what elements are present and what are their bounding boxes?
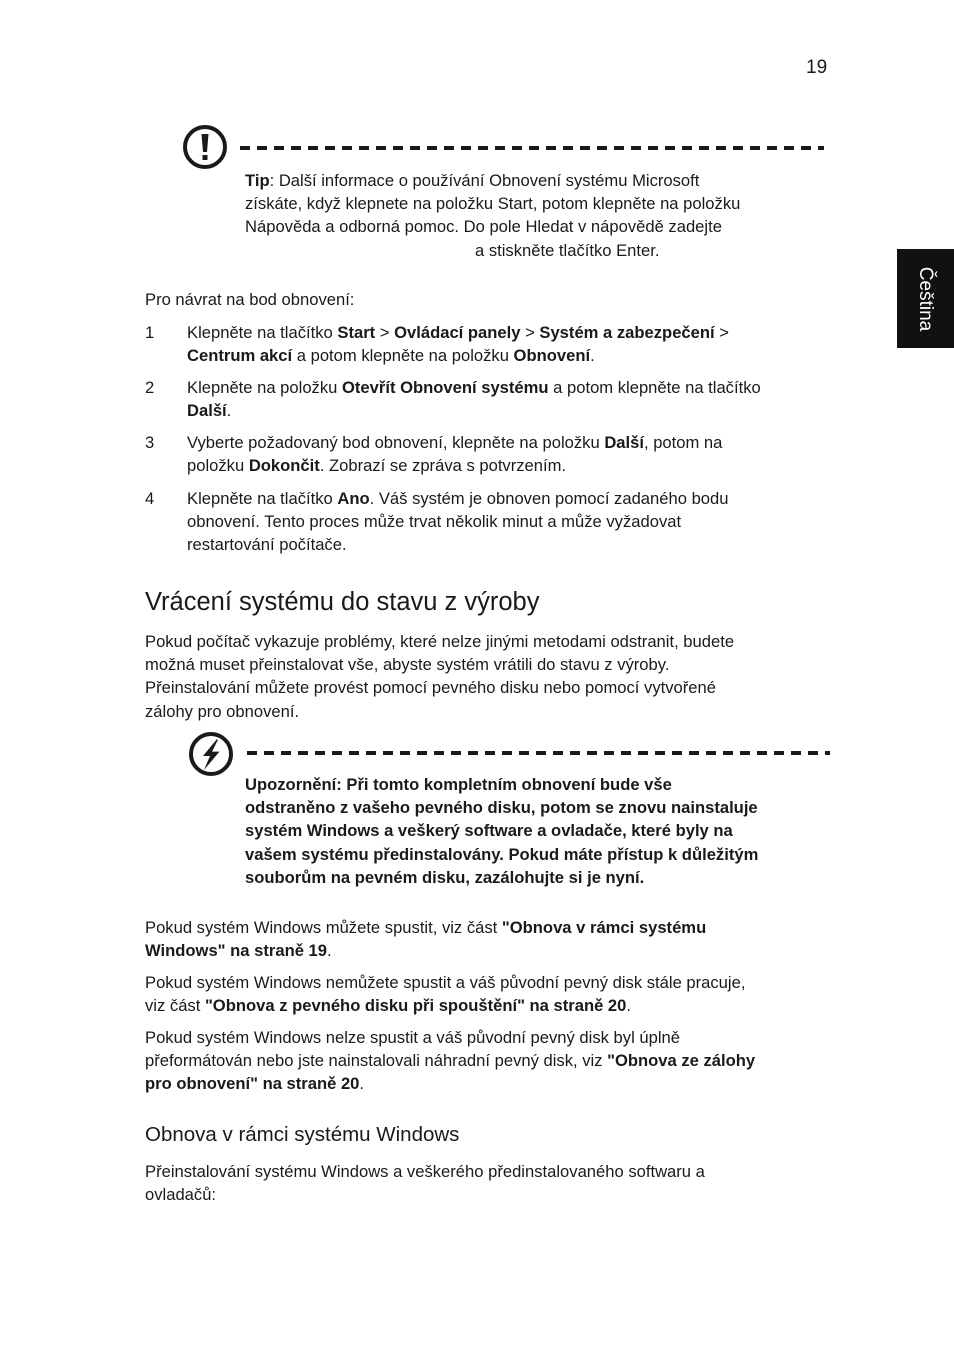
page-number: 19 <box>806 57 828 78</box>
step-4-text: Klepněte na tlačítko Ano. Váš systém je obnoven pomocí zadaného bodu obnovení. Tento proces může trvat několik minut a může vyžadovat restartování počítače. <box>187 489 729 555</box>
cross-reference-link[interactable]: "Obnova z pevného disku při spouštění" na straně 20 <box>204 996 627 1016</box>
cross-reference-link[interactable]: Windows" na straně 19 <box>145 941 327 961</box>
cross-reference-link[interactable]: pro obnovení" na straně 20 <box>145 1074 360 1094</box>
step-number: 2 <box>145 378 155 397</box>
step-3-text: Vyberte požadovaný bod obnovení, klepněte na položku Další, potom na položku Dokončit. Zobrazí se zpráva s potvrzením. <box>187 433 723 476</box>
tip-label: Tip <box>245 171 270 190</box>
language-tab <box>897 249 954 348</box>
cross-reference-link[interactable]: "Obnova v rámci systému <box>501 918 707 937</box>
warning-text: Upozornění: Při tomto kompletním obnovení bude vše odstraněno z vašeho pevného disku, potom se znovu nainstaluje systém Windows a veškerý software a ovladače, které byly na vašem systému předinstalovány. Pokud máte přístup k důležitým souborům na pevném disku, zazálohujte si je nyní. <box>245 775 759 887</box>
step-number: 3 <box>145 433 155 452</box>
section-paragraph: Pokud počítač vykazuje problémy, které nelze jinými metodami odstranit, budete možná muset přeinstalovat vše, abyste systém vrátili do stavu z výroby. Přeinstalování můžete provést pomocí pevného disku nebo pomocí vytvořené zálohy pro obnovení. <box>145 632 735 721</box>
step-number: 1 <box>145 323 155 342</box>
reference-paragraph: Pokud systém Windows nemůžete spustit a váš původní pevný disk stále pracuje, viz část "Obnova z pevného disku při spouštění" na straně 20. <box>145 973 746 1016</box>
subsection-paragraph: Přeinstalování systému Windows a veškerého předinstalovaného softwaru a ovladačů: <box>145 1162 705 1205</box>
section-title: Vrácení systému do stavu z výroby <box>145 588 540 616</box>
subsection-title: Obnova v rámci systému Windows <box>145 1123 460 1146</box>
warning-divider <box>247 751 830 755</box>
intro-text: Pro návrat na bod obnovení: <box>145 290 355 309</box>
exclamation-icon <box>182 124 228 170</box>
tip-text: Tip: Další informace o používání Obnovení systému Microsoft získáte, když klepnete na položku Start, potom klepněte na položku Nápověda a odborná pomoc. Do pole Hledat v nápovědě zadejte a stiskněte tlačítko Enter. <box>245 171 741 260</box>
step-1-text: Klepněte na tlačítko Start > Ovládací panely > Systém a zabezpečení > Centrum akcí a potom klepněte na položku Obnovení. <box>187 323 729 366</box>
warning-lightning-icon <box>188 731 234 777</box>
language-tab-label: Čeština <box>915 266 937 331</box>
step-number: 4 <box>145 489 155 508</box>
reference-paragraph: Pokud systém Windows nelze spustit a váš původní pevný disk byl úplně přeformátován nebo jste nainstalovali náhradní pevný disk, viz "Obnova ze zálohy pro obnovení" na straně 20. <box>145 1028 756 1094</box>
step-2-text: Klepněte na položku Otevřít Obnovení systému a potom klepněte na tlačítko Další. <box>187 378 761 421</box>
tip-divider <box>240 146 824 150</box>
reference-paragraph: Pokud systém Windows můžete spustit, viz část "Obnova v rámci systému Windows" na straně 19. <box>145 918 707 961</box>
cross-reference-link[interactable]: "Obnova ze zálohy <box>607 1051 756 1071</box>
